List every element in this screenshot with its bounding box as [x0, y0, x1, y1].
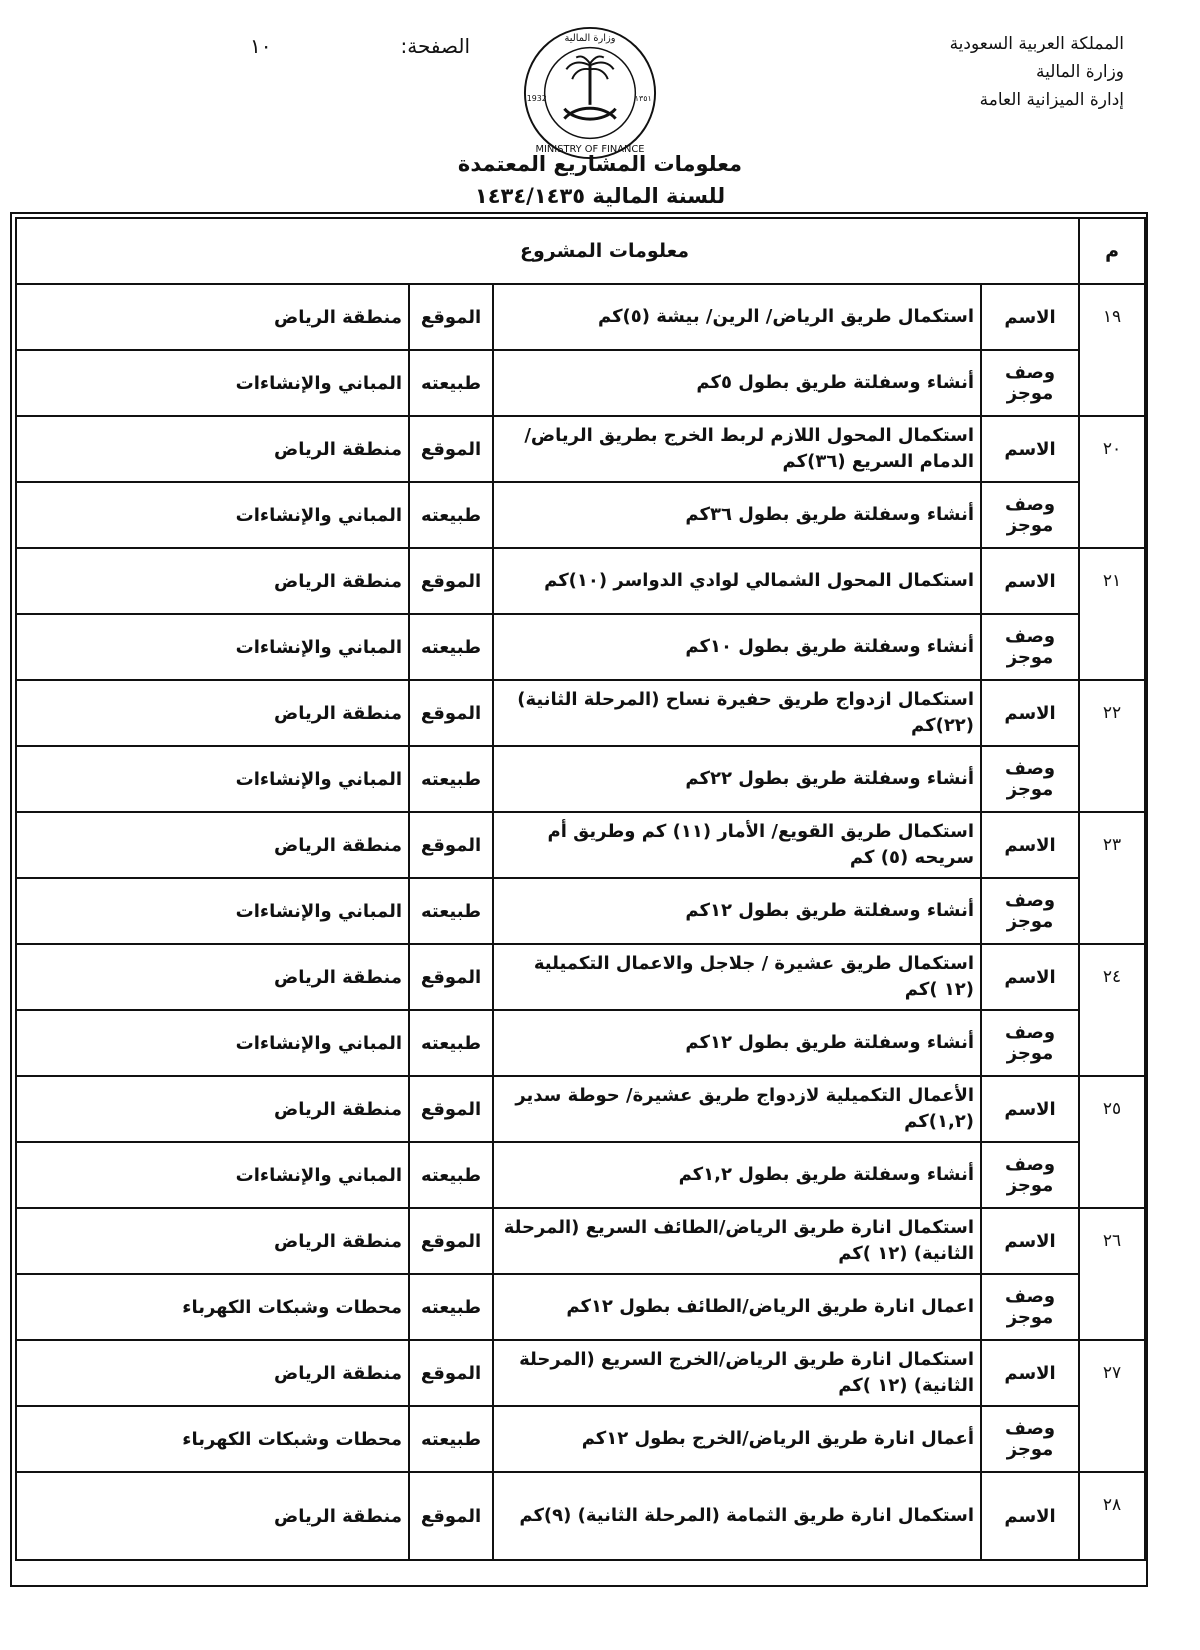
project-nature: محطات وشبكات الكهرباء [16, 1406, 409, 1472]
project-location: منطقة الرياض [16, 1340, 409, 1406]
project-name: استكمال المحول اللازم لربط الخرج بطريق الرياض/ الدمام السريع (٣٦)كم [493, 416, 981, 482]
org-header [950, 30, 1124, 114]
nature-label: طبيعته [409, 746, 493, 812]
desc-label: وصف موجز [981, 746, 1079, 812]
seal-year-right: ١٣٥١ [634, 93, 652, 103]
project-description: أعمال انارة طريق الرياض/الخرج بطول ١٢كم [493, 1406, 981, 1472]
org-line-kingdom: المملكة العربية السعودية [949, 34, 1124, 54]
project-name: استكمال طريق الرياض/ الرين/ بيشة (٥)كم [493, 284, 981, 350]
col-header-number: م [1079, 218, 1145, 284]
project-name-row [16, 1472, 1145, 1560]
project-location: منطقة الرياض [16, 944, 409, 1010]
name-label: الاسم [981, 1076, 1079, 1142]
project-nature: المباني والإنشاءات [16, 482, 409, 548]
name-label: الاسم [981, 284, 1079, 350]
project-nature: المباني والإنشاءات [16, 350, 409, 416]
project-desc-row [16, 1274, 1145, 1340]
project-number: ٢٠ [1079, 416, 1145, 548]
name-label: الاسم [981, 1340, 1079, 1406]
project-desc-row [16, 1406, 1145, 1472]
project-description: أنشاء وسفلتة طريق بطول ١٠كم [493, 614, 981, 680]
project-description: أنشاء وسفلتة طريق بطول ١٢كم [493, 878, 981, 944]
project-nature: المباني والإنشاءات [16, 746, 409, 812]
location-label: الموقع [409, 1208, 493, 1274]
name-label: الاسم [981, 812, 1079, 878]
desc-label: وصف موجز [981, 482, 1079, 548]
project-name-row [16, 284, 1145, 350]
project-name-row [16, 548, 1145, 614]
nature-label: طبيعته [409, 614, 493, 680]
name-label: الاسم [981, 416, 1079, 482]
location-label: الموقع [409, 680, 493, 746]
location-label: الموقع [409, 944, 493, 1010]
project-number: ٢١ [1079, 548, 1145, 680]
nature-label: طبيعته [409, 1142, 493, 1208]
desc-label: وصف موجز [981, 1406, 1079, 1472]
project-location: منطقة الرياض [16, 548, 409, 614]
location-label: الموقع [409, 416, 493, 482]
project-description: أنشاء وسفلتة طريق بطول ٢٢كم [493, 746, 981, 812]
desc-label: وصف موجز [981, 1274, 1079, 1340]
location-label: الموقع [409, 284, 493, 350]
name-label: الاسم [981, 1472, 1079, 1560]
project-description: أنشاء وسفلتة طريق بطول ٥كم [493, 350, 981, 416]
location-label: الموقع [409, 1340, 493, 1406]
project-name-row [16, 1208, 1145, 1274]
name-label: الاسم [981, 1208, 1079, 1274]
project-number: ٢٤ [1079, 944, 1145, 1076]
project-number: ١٩ [1079, 284, 1145, 416]
project-location: منطقة الرياض [16, 680, 409, 746]
project-nature: المباني والإنشاءات [16, 1010, 409, 1076]
project-name-row [16, 944, 1145, 1010]
project-name-row [16, 1340, 1145, 1406]
project-name: استكمال طريق القويع/ الأمار (١١) كم وطريق أم سريحه (٥) كم [493, 812, 981, 878]
location-label: الموقع [409, 1076, 493, 1142]
project-number: ٢٧ [1079, 1340, 1145, 1472]
table-header-row [16, 218, 1145, 284]
project-location: منطقة الرياض [16, 812, 409, 878]
project-nature: المباني والإنشاءات [16, 878, 409, 944]
col-header-project-info: معلومات المشروع [16, 218, 1079, 284]
project-name: استكمال انارة طريق الرياض/الخرج السريع (المرحلة الثانية) (١٢ )كم [493, 1340, 981, 1406]
desc-label: وصف موجز [981, 878, 1079, 944]
project-description: أنشاء وسفلتة طريق بطول ٣٦كم [493, 482, 981, 548]
project-desc-row [16, 878, 1145, 944]
name-label: الاسم [981, 548, 1079, 614]
location-label: الموقع [409, 1472, 493, 1560]
project-name-row [16, 812, 1145, 878]
project-location: منطقة الرياض [16, 1208, 409, 1274]
page-title: معلومات المشاريع المعتمدة [457, 152, 743, 176]
project-number: ٢٥ [1079, 1076, 1145, 1208]
project-nature: محطات وشبكات الكهرباء [16, 1274, 409, 1340]
project-name-row [16, 1076, 1145, 1142]
project-name-row [16, 416, 1145, 482]
project-name: استكمال انارة طريق الرياض/الطائف السريع (المرحلة الثانية) (١٢ )كم [493, 1208, 981, 1274]
project-desc-row [16, 482, 1145, 548]
nature-label: طبيعته [409, 1406, 493, 1472]
project-number: ٢٢ [1079, 680, 1145, 812]
project-name: الأعمال التكميلية لازدواج طريق عشيرة/ حوطة سدير (١,٢)كم [493, 1076, 981, 1142]
desc-label: وصف موجز [981, 1010, 1079, 1076]
ministry-of-finance-seal-icon [521, 24, 659, 162]
nature-label: طبيعته [409, 1274, 493, 1340]
desc-label: وصف موجز [981, 614, 1079, 680]
project-nature: المباني والإنشاءات [16, 614, 409, 680]
seal-year-left: 1932 [526, 93, 547, 103]
project-number: ٢٨ [1079, 1472, 1145, 1560]
project-location: منطقة الرياض [16, 1472, 409, 1560]
seal-english-text: MINISTRY OF FINANCE [535, 144, 645, 156]
nature-label: طبيعته [409, 878, 493, 944]
project-name: استكمال طريق عشيرة / جلاجل والاعمال التكميلية (١٢ )كم [493, 944, 981, 1010]
project-desc-row [16, 614, 1145, 680]
project-desc-row [16, 746, 1145, 812]
project-nature: المباني والإنشاءات [16, 1142, 409, 1208]
project-desc-row [16, 1142, 1145, 1208]
nature-label: طبيعته [409, 482, 493, 548]
desc-label: وصف موجز [981, 1142, 1079, 1208]
project-description: اعمال انارة طريق الرياض/الطائف بطول ١٢كم [493, 1274, 981, 1340]
project-number: ٢٦ [1079, 1208, 1145, 1340]
project-location: منطقة الرياض [16, 1076, 409, 1142]
project-name-row [16, 680, 1145, 746]
org-line-department: إدارة الميزانية العامة [979, 90, 1124, 110]
location-label: الموقع [409, 548, 493, 614]
project-desc-row [16, 1010, 1145, 1076]
page-subtitle: للسنة المالية ١٤٣٤/١٤٣٥ [474, 184, 726, 208]
nature-label: طبيعته [409, 1010, 493, 1076]
project-name: استكمال انارة طريق الثمامة (المرحلة الثانية) (٩)كم [493, 1472, 981, 1560]
project-location: منطقة الرياض [16, 416, 409, 482]
project-name: استكمال المحول الشمالي لوادي الدواسر (١٠)كم [493, 548, 981, 614]
desc-label: وصف موجز [981, 350, 1079, 416]
page-number: ١٠ [250, 34, 272, 58]
name-label: الاسم [981, 944, 1079, 1010]
project-name: استكمال ازدواج طريق حفيرة نساح (المرحلة الثانية) (٢٢)كم [493, 680, 981, 746]
location-label: الموقع [409, 812, 493, 878]
projects-table [15, 217, 1146, 1561]
project-desc-row [16, 350, 1145, 416]
project-description: أنشاء وسفلتة طريق بطول ١,٢كم [493, 1142, 981, 1208]
nature-label: طبيعته [409, 350, 493, 416]
project-description: أنشاء وسفلتة طريق بطول ١٢كم [493, 1010, 981, 1076]
seal-arabic-text: وزارة المالية [564, 32, 616, 44]
page-label: الصفحة: [400, 34, 470, 58]
project-location: منطقة الرياض [16, 284, 409, 350]
org-line-ministry: وزارة المالية [1036, 62, 1124, 82]
name-label: الاسم [981, 680, 1079, 746]
project-number: ٢٣ [1079, 812, 1145, 944]
